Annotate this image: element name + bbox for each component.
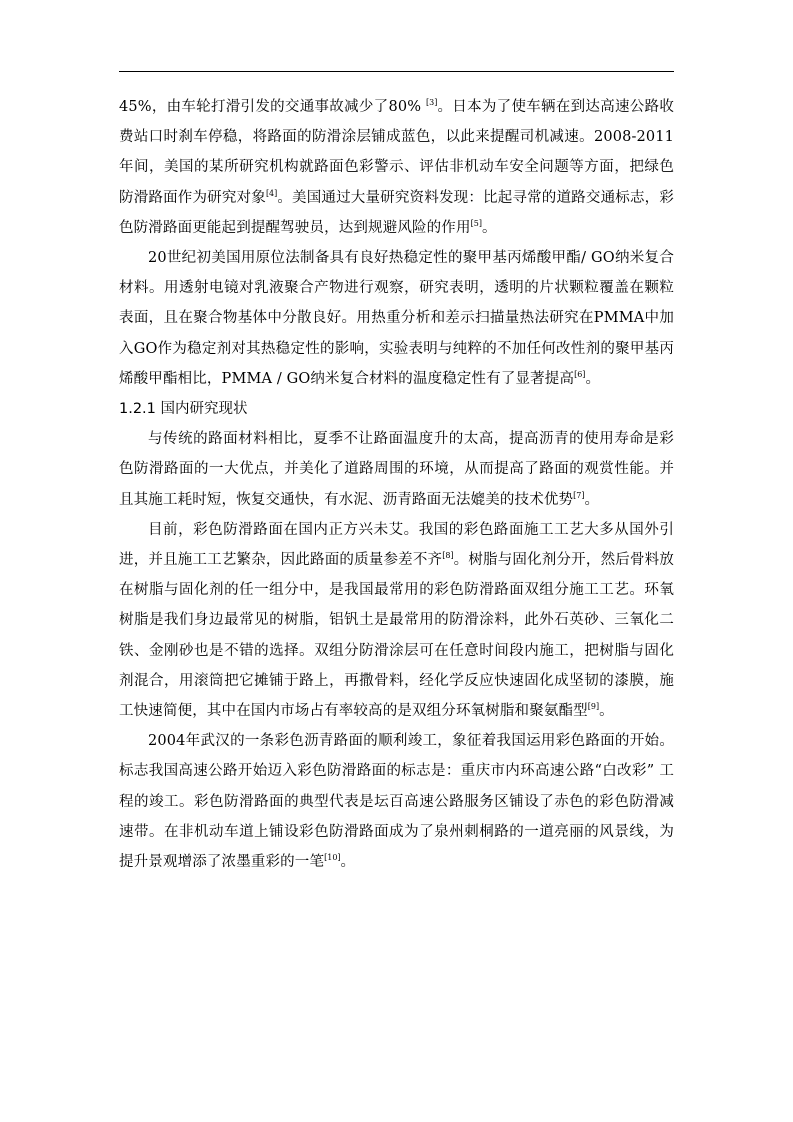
text-run: 。: [584, 491, 600, 508]
citation-7: [7]: [573, 490, 585, 500]
text-run: 目前，彩色防滑路面在国内正方兴未艾。我国的彩色路面施工工艺大多从国外引进，并且施工工艺繁杂，因此路面的质量参差不齐: [119, 521, 674, 569]
citation-3: [3]: [426, 98, 438, 108]
citation-9: [9]: [587, 702, 600, 712]
page-body: [119, 92, 674, 877]
text-run: 。: [585, 370, 601, 387]
text-run: 。: [481, 219, 497, 236]
citation-5: [5]: [470, 218, 482, 228]
paragraph-domestic-history: [119, 726, 674, 877]
text-run: 。美国通过大量研究资料发现：比起寻常的道路交通标志，彩色防滑路面更能起到提醒驾驶员，达到规避风险的作用: [119, 189, 674, 236]
citation-8: [8]: [442, 551, 454, 561]
text-run: 与传统的路面材料相比，夏季不让路面温度升的太高，提高沥青的使用寿命是彩色防滑路面的一大优点，并美化了道路周围的环境，从而提高了路面的观赏性能。并且其施工耗时短，恢复交通快，有水泥、沥青路面无法媲美的技术优势: [119, 431, 674, 508]
header-rule: [119, 71, 674, 72]
citation-6: [6]: [574, 370, 586, 379]
text-run: 20世纪初美国用原位法制备具有良好热稳定性的聚甲基丙烯酸甲酯/ GO纳米复合材料。用透射电镜对乳液聚合产物进行观察，研究表明，透明的片状颗粒覆盖在颗粒表面，且在聚合物基体中分散良好。用热重分析和差示扫描量热法研究在PMMA中加入GO作为稳定剂对其热稳定性的影响，实验表明与纯粹的不加任何改性剂的聚甲基丙烯酸甲酯相比，PMMA / GO纳米复合材料的温度稳定性有了显著提高: [119, 250, 674, 387]
text-run: 。: [340, 854, 356, 871]
section-heading: 1.2.1 国内研究现状: [119, 401, 248, 418]
paragraph-pmma-go: [119, 243, 674, 394]
citation-4: [4]: [265, 188, 278, 198]
paragraph-foreign-research-continued: [119, 92, 674, 243]
text-run: 。树脂与固化剂分开，然后骨料放在树脂与固化剂的任一组分中，是我国最常用的彩色防滑路面双组分施工工艺。环氧树脂是我们身边最常见的树脂，铝钒土是最常用的防滑涂料，此外石英砂、三氧化二铁、金刚砂也是不错的选择。双组分防滑涂层可在任意时间段内施工，把树脂与固化剂混合，用滚筒把它摊铺于路上，再撒骨料，经化学反应快速固化成坚韧的漆膜，施工快速简便，其中在国内市场占有率较高的是双组分环氧树脂和聚氨酯型: [119, 552, 674, 720]
text-run: 45%，由车轮打滑引发的交通事故减少了80%: [119, 99, 427, 115]
text-run: 2004年武汉的一条彩色沥青路面的顺利竣工，象征着我国运用彩色路面的开始。标志我国高速公路开始迈入彩色防滑路面的标志是：重庆市内环高速公路“白改彩” 工程的竣工。彩色防滑路面的典型代表是坛百高速公路服务区铺设了赤色的彩色防滑减速带。在非机动车道上铺设彩色防滑路面成为了泉州刺桐路的一道亮丽的风景线，为提升景观增添了浓墨重彩的一笔: [119, 733, 674, 871]
paragraph-domestic-construction: [119, 515, 674, 726]
citation-10: [10]: [324, 853, 341, 863]
text-run: 。日本为了使车辆在到达高速公路收费站口时刹车停稳，将路面的防滑涂层铺成蓝色，以此来提醒司机减速。2008-2011年间，美国的某所研究机构就路面色彩警示、评估非机动车安全问题等方面，把绿色防滑路面作为研究对象: [119, 99, 675, 206]
text-run: 。: [599, 703, 614, 720]
paragraph-domestic-advantages: [119, 424, 674, 515]
